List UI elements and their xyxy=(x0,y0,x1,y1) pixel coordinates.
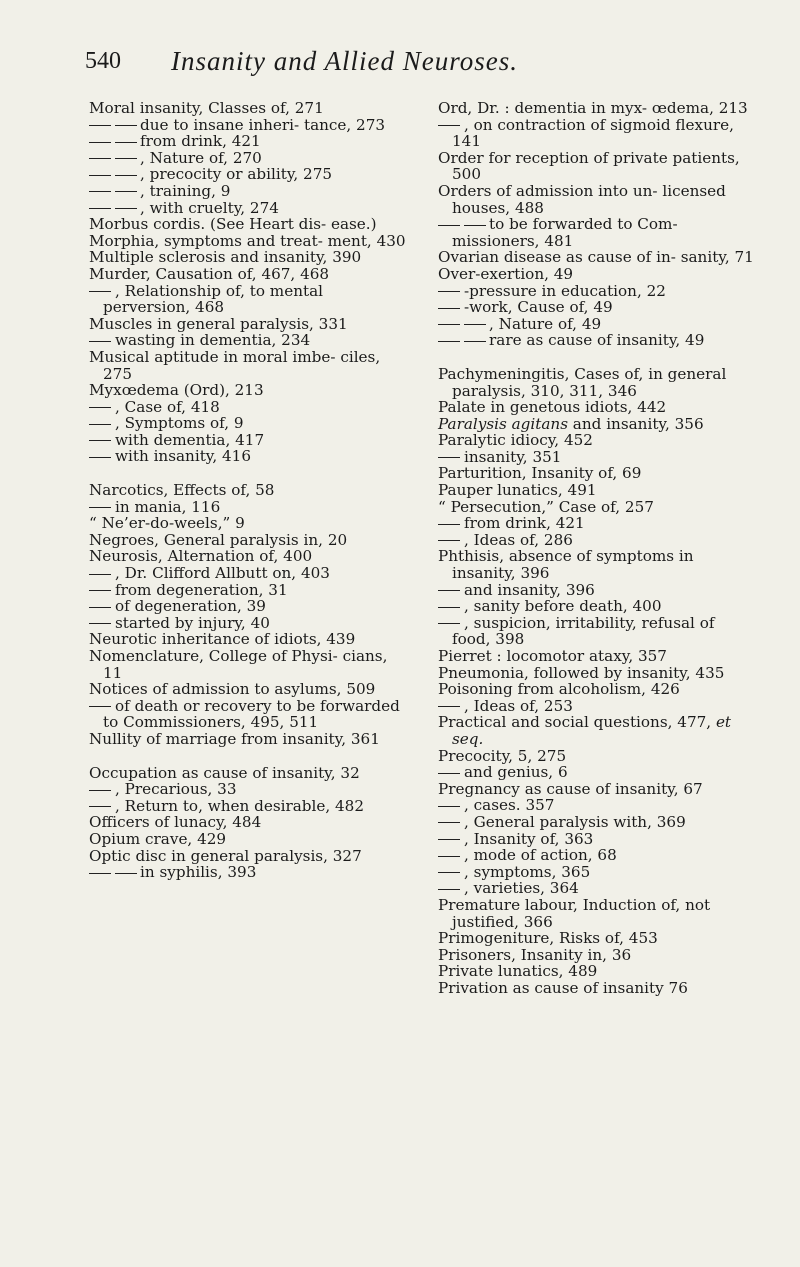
entry-text: Orders of admission into un- licensed houses, 488 xyxy=(438,181,726,217)
entry-text: Precocity, 5, 275 xyxy=(438,746,567,765)
entry-text: Notices of admission to asylums, 509 xyxy=(89,680,376,699)
index-entry xyxy=(89,266,407,283)
entry-text: to be forwarded to Com- missioners, 481 xyxy=(452,215,678,250)
index-subentry xyxy=(438,449,756,466)
entry-text: Multiple sclerosis and insanity, 390 xyxy=(89,248,362,267)
index-entry xyxy=(438,432,756,449)
index-entry xyxy=(89,648,407,681)
index-subentry xyxy=(438,532,756,549)
entry-text: from degeneration, 31 xyxy=(115,580,288,599)
section-gap xyxy=(89,465,407,482)
index-entry xyxy=(438,665,756,682)
index-subentry xyxy=(89,133,407,150)
ditto-dash xyxy=(89,407,111,408)
entry-text: Primogeniture, Risks of, 453 xyxy=(438,929,658,948)
ditto-dash xyxy=(89,873,111,874)
index-entry xyxy=(438,416,756,433)
index-entry xyxy=(438,465,756,482)
index-subentry xyxy=(89,399,407,416)
ditto-dash xyxy=(438,839,460,840)
index-subentry xyxy=(438,764,756,781)
index-entry xyxy=(438,366,756,399)
index-entry xyxy=(438,781,756,798)
index-entry xyxy=(438,482,756,499)
ditto-dash xyxy=(89,208,111,209)
index-subentry xyxy=(438,515,756,532)
index-subentry xyxy=(438,615,756,648)
entry-text: with insanity, 416 xyxy=(115,447,252,466)
ditto-dash xyxy=(464,324,486,325)
entry-text: Muscles in general paralysis, 331 xyxy=(89,314,348,333)
index-subentry xyxy=(438,216,756,249)
entry-text: , Nature of, 49 xyxy=(489,314,602,333)
page-number: 540 xyxy=(85,48,121,74)
ditto-dash xyxy=(438,623,460,624)
entry-text: , Relationship of, to mental perversion, 468 xyxy=(103,281,323,317)
index-entry xyxy=(438,399,756,416)
index-subentry xyxy=(438,117,756,150)
entry-text: Parturition, Insanity of, 69 xyxy=(438,464,642,483)
index-entry xyxy=(89,765,407,782)
ditto-dash xyxy=(89,175,111,176)
ditto-dash xyxy=(115,125,137,126)
entry-text: and insanity, 396 xyxy=(464,580,595,599)
ditto-dash xyxy=(438,822,460,823)
entry-text: “ Persecution,” Case of, 257 xyxy=(438,497,654,516)
ditto-dash xyxy=(438,806,460,807)
entry-text: Nomenclature, College of Physi- cians, 11 xyxy=(89,647,388,682)
index-column-right xyxy=(438,100,756,996)
ditto-dash xyxy=(89,790,111,791)
index-subentry xyxy=(89,864,407,881)
entry-text: Opium crave, 429 xyxy=(89,829,227,848)
index-column-left xyxy=(89,100,407,881)
section-gap xyxy=(89,748,407,765)
ditto-dash xyxy=(89,424,111,425)
entry-text: of degeneration, 39 xyxy=(115,597,266,616)
entry-text: Negroes, General paralysis in, 20 xyxy=(89,530,348,549)
index-subentry xyxy=(89,415,407,432)
index-entry xyxy=(89,848,407,865)
index-entry xyxy=(89,233,407,250)
index-subentry xyxy=(438,797,756,814)
index-entry xyxy=(89,814,407,831)
running-title: Insanity and Allied Neuroses. xyxy=(171,46,518,76)
index-subentry xyxy=(89,582,407,599)
ditto-dash xyxy=(89,590,111,591)
entry-text: , training, 9 xyxy=(140,181,231,200)
index-subentry xyxy=(438,864,756,881)
entry-text: in syphilis, 393 xyxy=(140,863,257,882)
entry-text: Private lunatics, 489 xyxy=(438,962,598,981)
ditto-dash xyxy=(464,225,486,226)
entry-text: , Ideas of, 253 xyxy=(464,696,573,715)
index-subentry xyxy=(438,582,756,599)
index-entry xyxy=(89,548,407,565)
index-subentry xyxy=(438,814,756,831)
ditto-dash xyxy=(89,291,111,292)
index-entry xyxy=(438,930,756,947)
entry-text: -pressure in education, 22 xyxy=(464,281,666,300)
entry-text: Pachymeningitis, Cases of, in general paralysis, 310, 311, 346 xyxy=(438,364,727,400)
ditto-dash xyxy=(438,856,460,857)
index-subentry xyxy=(89,166,407,183)
index-entry xyxy=(438,897,756,930)
ditto-dash xyxy=(438,341,460,342)
index-subentry xyxy=(438,880,756,897)
index-entry xyxy=(89,631,407,648)
entry-text: Pregnancy as cause of insanity, 67 xyxy=(438,779,703,798)
entry-text: -work, Cause of, 49 xyxy=(464,298,613,317)
ditto-dash xyxy=(115,158,137,159)
entry-text: , Nature of, 270 xyxy=(140,148,262,167)
entry-text: Morbus cordis. (See Heart dis- ease.) xyxy=(89,215,377,234)
ditto-dash xyxy=(89,706,111,707)
index-subentry xyxy=(89,781,407,798)
index-subentry xyxy=(89,499,407,516)
index-subentry xyxy=(438,332,756,349)
ditto-dash xyxy=(115,873,137,874)
index-entry xyxy=(89,482,407,499)
entry-text: , Case of, 418 xyxy=(115,397,220,416)
section-gap xyxy=(438,349,756,366)
ditto-dash xyxy=(438,308,460,309)
entry-text: from drink, 421 xyxy=(140,132,261,151)
index-entry xyxy=(438,150,756,183)
index-subentry xyxy=(89,698,407,731)
entry-text: from drink, 421 xyxy=(464,514,585,533)
index-entry xyxy=(438,980,756,997)
index-entry xyxy=(89,316,407,333)
index-entry xyxy=(438,714,756,747)
entry-text: and genius, 6 xyxy=(464,763,568,782)
ditto-dash xyxy=(89,125,111,126)
ditto-dash xyxy=(89,142,111,143)
index-subentry xyxy=(438,316,756,333)
entry-text: Moral insanity, Classes of, 271 xyxy=(89,99,324,117)
entry-text: wasting in dementia, 234 xyxy=(115,331,311,350)
entry-text: Officers of lunacy, 484 xyxy=(89,813,262,832)
entry-text: Optic disc in general paralysis, 327 xyxy=(89,846,362,865)
ditto-dash xyxy=(89,507,111,508)
entry-text: Phthisis, absence of symptoms in insanity, 396 xyxy=(438,547,694,583)
entry-text: rare as cause of insanity, 49 xyxy=(489,331,705,350)
ditto-dash xyxy=(438,225,460,226)
ditto-dash xyxy=(89,607,111,608)
entry-text: Musical aptitude in moral imbe- ciles, 275 xyxy=(89,347,381,383)
index-entry xyxy=(438,100,756,117)
entry-text: Premature labour, Induction of, not justified, 366 xyxy=(438,895,711,931)
index-entry xyxy=(89,831,407,848)
index-subentry xyxy=(438,598,756,615)
entry-text: in mania, 116 xyxy=(115,497,221,516)
index-entry xyxy=(89,681,407,698)
entry-text: Morphia, symptoms and treat- ment, 430 xyxy=(89,231,406,250)
ditto-dash xyxy=(115,191,137,192)
index-entry xyxy=(438,548,756,581)
index-entry xyxy=(89,532,407,549)
ditto-dash xyxy=(438,457,460,458)
ditto-dash xyxy=(438,872,460,873)
entry-text: , suspicion, irritability, refusal of food, 398 xyxy=(452,613,715,649)
entry-text: Over-exertion, 49 xyxy=(438,264,574,283)
index-entry xyxy=(438,499,756,516)
index-subentry xyxy=(89,565,407,582)
entry-text: , mode of action, 68 xyxy=(464,846,617,865)
ditto-dash xyxy=(464,341,486,342)
index-subentry xyxy=(438,831,756,848)
entry-text: Paralytic idiocy, 452 xyxy=(438,431,593,450)
ditto-dash xyxy=(438,590,460,591)
ditto-dash xyxy=(89,806,111,807)
index-entry xyxy=(89,349,407,382)
entry-text: , precocity or ability, 275 xyxy=(140,165,333,184)
index-entry xyxy=(438,748,756,765)
index-subentry xyxy=(438,698,756,715)
index-entry xyxy=(438,681,756,698)
index-subentry xyxy=(89,598,407,615)
entry-text: Order for reception of private patients, 500 xyxy=(438,148,740,184)
ditto-dash xyxy=(89,191,111,192)
ditto-dash xyxy=(115,142,137,143)
ditto-dash xyxy=(89,158,111,159)
ditto-dash xyxy=(89,440,111,441)
entry-text: Practical and social questions, 477, et seq. xyxy=(438,713,732,748)
page-header xyxy=(85,40,725,84)
index-entry xyxy=(438,648,756,665)
entry-text: Narcotics, Effects of, 58 xyxy=(89,481,275,500)
ditto-dash xyxy=(89,574,111,575)
entry-text: Pierret : locomotor ataxy, 357 xyxy=(438,647,667,665)
entry-text: , Dr. Clifford Allbutt on, 403 xyxy=(115,564,330,583)
index-subentry xyxy=(89,283,407,316)
index-subentry xyxy=(89,183,407,200)
ditto-dash xyxy=(438,125,460,126)
entry-text: , with cruelty, 274 xyxy=(140,198,279,217)
index-subentry xyxy=(89,200,407,217)
ditto-dash xyxy=(438,706,460,707)
ditto-dash xyxy=(115,175,137,176)
index-entry xyxy=(438,249,756,266)
entry-text: , sanity before death, 400 xyxy=(464,597,662,616)
entry-text: Privation as cause of insanity 76 xyxy=(438,978,688,997)
index-entry xyxy=(89,731,407,748)
entry-text: , on contraction of sigmoid flexure, 141 xyxy=(452,115,734,151)
ditto-dash xyxy=(438,773,460,774)
entry-text: “ Ne’er-do-weels,” 9 xyxy=(89,514,245,533)
entry-text: Ord, Dr. : dementia in myx- œdema, 213 xyxy=(438,99,748,117)
index-subentry xyxy=(89,798,407,815)
entry-text: Neurosis, Alternation of, 400 xyxy=(89,547,313,566)
index-subentry xyxy=(89,432,407,449)
index-entry xyxy=(89,515,407,532)
entry-text: with dementia, 417 xyxy=(115,430,265,449)
index-entry xyxy=(438,266,756,283)
index-subentry xyxy=(89,615,407,632)
entry-text: of death or recovery to be forwarded to Commissioners, 495, 511 xyxy=(103,696,400,732)
entry-text: Nullity of marriage from insanity, 361 xyxy=(89,729,380,748)
entry-text: , Precarious, 33 xyxy=(115,780,237,799)
ditto-dash xyxy=(438,524,460,525)
entry-text: Pneumonia, followed by insanity, 435 xyxy=(438,663,725,682)
index-entry xyxy=(438,963,756,980)
index-subentry xyxy=(89,117,407,134)
ditto-dash xyxy=(438,291,460,292)
ditto-dash xyxy=(438,540,460,541)
entry-text: Myxœdema (Ord), 213 xyxy=(89,381,264,400)
entry-text: Neurotic inheritance of idiots, 439 xyxy=(89,630,356,649)
entry-text: , varieties, 364 xyxy=(464,879,579,898)
index-entry xyxy=(89,216,407,233)
index-subentry xyxy=(89,448,407,465)
entry-text: started by injury, 40 xyxy=(115,613,270,632)
entry-text: , cases. 357 xyxy=(464,796,555,815)
entry-text: Poisoning from alcoholism, 426 xyxy=(438,680,680,699)
entry-text: , Insanity of, 363 xyxy=(464,829,594,848)
entry-text: Ovarian disease as cause of in- sanity, 71 xyxy=(438,248,754,267)
entry-text: insanity, 351 xyxy=(464,447,562,466)
index-subentry xyxy=(438,299,756,316)
index-entry xyxy=(89,382,407,399)
ditto-dash xyxy=(438,607,460,608)
entry-text: , Return to, when desirable, 482 xyxy=(115,796,364,815)
entry-text: Paralysis agitans and insanity, 356 xyxy=(438,414,704,433)
index-subentry xyxy=(438,847,756,864)
entry-text: Occupation as cause of insanity, 32 xyxy=(89,763,360,782)
index-subentry xyxy=(89,150,407,167)
entry-text: , General paralysis with, 369 xyxy=(464,812,686,831)
entry-text: due to insane inheri- tance, 273 xyxy=(140,115,386,134)
index-entry xyxy=(89,249,407,266)
entry-text: Murder, Causation of, 467, 468 xyxy=(89,264,330,283)
entry-text: Palate in genetous idiots, 442 xyxy=(438,398,667,417)
ditto-dash xyxy=(438,889,460,890)
index-entry xyxy=(438,183,756,216)
entry-text: , Ideas of, 286 xyxy=(464,530,573,549)
index-subentry xyxy=(438,283,756,300)
ditto-dash xyxy=(89,457,111,458)
entry-text: , symptoms, 365 xyxy=(464,862,591,881)
entry-text: Pauper lunatics, 491 xyxy=(438,481,597,500)
ditto-dash xyxy=(115,208,137,209)
ditto-dash xyxy=(438,324,460,325)
entry-text: Prisoners, Insanity in, 36 xyxy=(438,945,632,964)
index-entry xyxy=(89,100,407,117)
ditto-dash xyxy=(89,341,111,342)
ditto-dash xyxy=(89,623,111,624)
index-entry xyxy=(438,947,756,964)
entry-text: , Symptoms of, 9 xyxy=(115,414,244,433)
index-subentry xyxy=(89,332,407,349)
